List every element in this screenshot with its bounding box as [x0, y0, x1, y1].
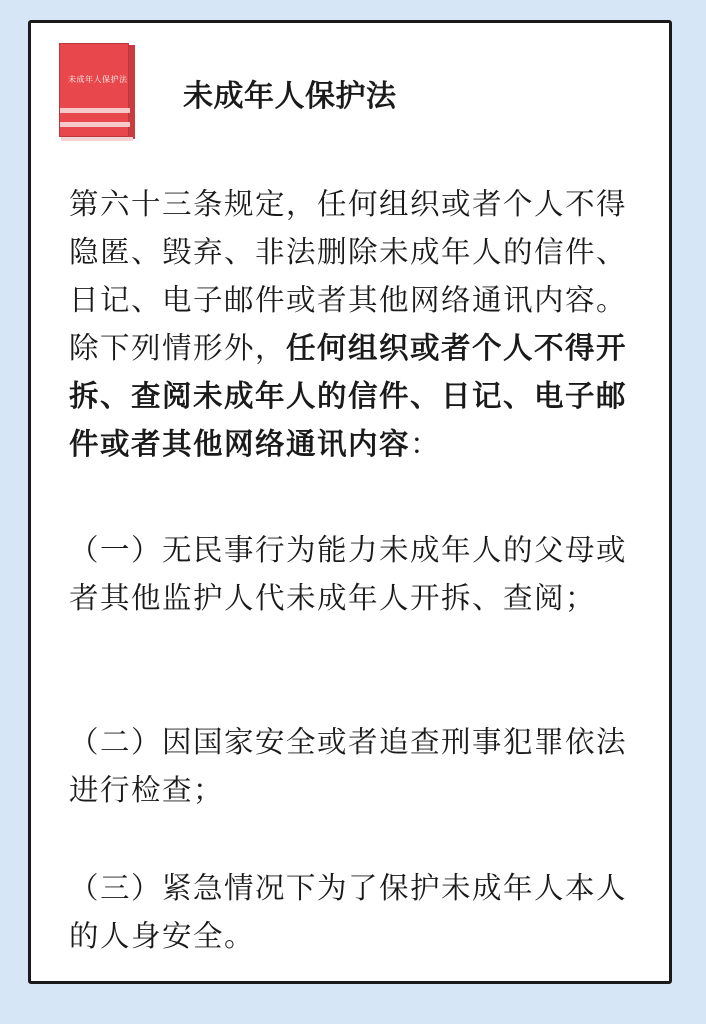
book-stripe	[60, 108, 130, 113]
article-bold-text: 任何组织或者个人不得开拆、查阅未成年人的信件、日记、电子邮件或者其他网络通讯内容	[69, 331, 628, 461]
law-book-icon	[59, 43, 133, 141]
book-stripe	[60, 122, 130, 127]
page-title: 未成年人保护法	[183, 79, 397, 114]
exception-item-1: （一）无民事行为能力未成年人的父母或者其他监护人代未成年人开拆、查阅；	[69, 533, 628, 615]
book-cover-title: 未成年人保护法	[68, 75, 128, 84]
article-end-punctuation: ：	[410, 427, 442, 461]
book-pages	[61, 137, 133, 141]
exception-item-2: （二）因国家安全或者追查刑事犯罪依法进行检查；	[69, 725, 628, 807]
exception-item-3: （三）紧急情况下为了保护未成年人本人的人身安全。	[69, 871, 628, 953]
book-cover	[59, 43, 129, 137]
document-card	[28, 20, 672, 984]
article-regular-text: 第六十三条规定，任何组织或者个人不得隐匿、毁弃、非法删除未成年人的信件、日记、电子邮件或者其他网络通讯内容。除下列情形外，	[69, 187, 628, 365]
article-paragraph	[69, 180, 651, 468]
